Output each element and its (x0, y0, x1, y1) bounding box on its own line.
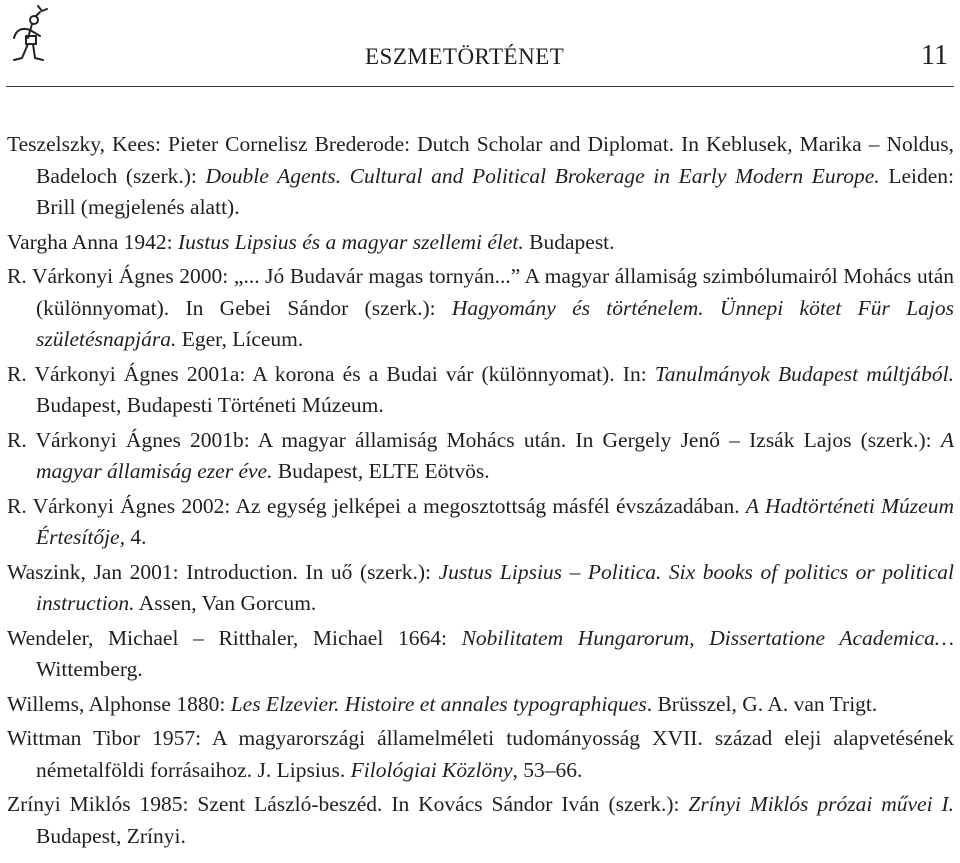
reference-entry (7, 689, 954, 721)
reference-text: Zrínyi Miklós 1985: Szent László-beszéd. In Kovács Sándor Iván (szerk.): (7, 792, 689, 816)
reference-text: , 53–66. (512, 757, 583, 782)
reference-title: Justus Lipsius – Politica. Six books of politics or political instruction. (36, 559, 954, 615)
reference-text: Assen, Van Gorcum. (134, 591, 317, 615)
reference-title: Zrínyi Miklós prózai művei I. (688, 792, 954, 816)
reference-text: Budapest, Budapesti Történeti Múzeum. (36, 393, 384, 417)
reference-text: Leiden: Brill (megjelenés alatt). (36, 163, 954, 219)
reference-text: Wittman Tibor 1957: A magyarországi államelméleti tudományosság XVII. század eleji alapvetésének németalföldi forrásaihoz. J. Lipsius. (7, 726, 954, 782)
reference-text: Waszink, Jan 2001: Introduction. In uő (szerk.): (7, 559, 439, 584)
reference-text: Wendeler, Michael – Ritthaler, Michael 1664: (7, 625, 462, 650)
reference-title: Hagyomány és történelem. Ünnepi kötet Für Lajos születésnapjára. (36, 295, 954, 351)
reference-title: Filológiai Közlöny (350, 757, 513, 782)
reference-text: R. Várkonyi Ágnes 2001a: A korona és a Budai vár (különnyomat). In: (7, 361, 655, 386)
reference-text: Vargha Anna 1942: (7, 229, 178, 254)
reference-text: Willems, Alphonse 1880: (7, 691, 231, 716)
page-number: 11 (921, 40, 948, 71)
reference-list (7, 129, 954, 855)
reference-entry (7, 623, 954, 686)
reference-title: Tanulmányok Budapest múltjából. (654, 361, 954, 386)
reference-entry (7, 491, 954, 554)
reference-entry (7, 261, 954, 356)
reference-entry (7, 557, 954, 620)
stick-figure-logo-icon (6, 2, 52, 64)
reference-entry (7, 359, 954, 422)
reference-entry (7, 723, 954, 786)
reference-title: A magyar államiság ezer éve. (36, 427, 954, 483)
reference-title: Double Agents. Cultural and Political Brokerage in Early Modern Europe. (205, 163, 880, 188)
reference-text: Budapest, ELTE Eötvös. (272, 459, 490, 483)
reference-title: Nobilitatem Hungarorum, Dissertatione Academica… (461, 625, 954, 650)
header-divider (6, 86, 954, 87)
reference-title: A Hadtörténeti Múzeum Értesítője, (36, 493, 954, 549)
reference-text: R. Várkonyi Ágnes 2002: Az egység jelképei a megosztottság másfél évszázadában. (7, 493, 746, 518)
reference-text: 4. (124, 525, 147, 549)
reference-text: Eger, Líceum. (176, 327, 304, 351)
reference-text: R. Várkonyi Ágnes 2001b: A magyar államiság Mohács után. In Gergely Jenő – Izsák Lajos (szerk.): (7, 427, 941, 452)
reference-text: Budapest, Zrínyi. (36, 823, 186, 848)
reference-entry (7, 129, 954, 224)
reference-text: Teszelszky, Kees: Pieter Cornelisz Brederode: Dutch Scholar and Diplomat. In Keblusek, Marika – Noldus, Badeloch (szerk.): (7, 132, 954, 188)
reference-title: Les Elzevier. Histoire et annales typographiques (230, 691, 647, 716)
reference-entry (7, 227, 954, 259)
reference-title: Iustus Lipsius és a magyar szellemi élet. (177, 229, 524, 254)
reference-text: . Brüsszel, G. A. van Trigt. (646, 691, 878, 716)
reference-entry (7, 425, 954, 488)
reference-text: R. Várkonyi Ágnes 2000: „... Jó Budavár magas tornyán...” A magyar államiság szimbólumairól Mohács után (különnyomat). In Gebei Sándor (szerk.): (7, 264, 954, 320)
reference-entry (7, 789, 954, 852)
reference-text: Budapest. (523, 229, 615, 254)
running-header-title: ESZMETÖRTÉNET (365, 44, 565, 69)
reference-text: Wittemberg. (36, 657, 143, 681)
